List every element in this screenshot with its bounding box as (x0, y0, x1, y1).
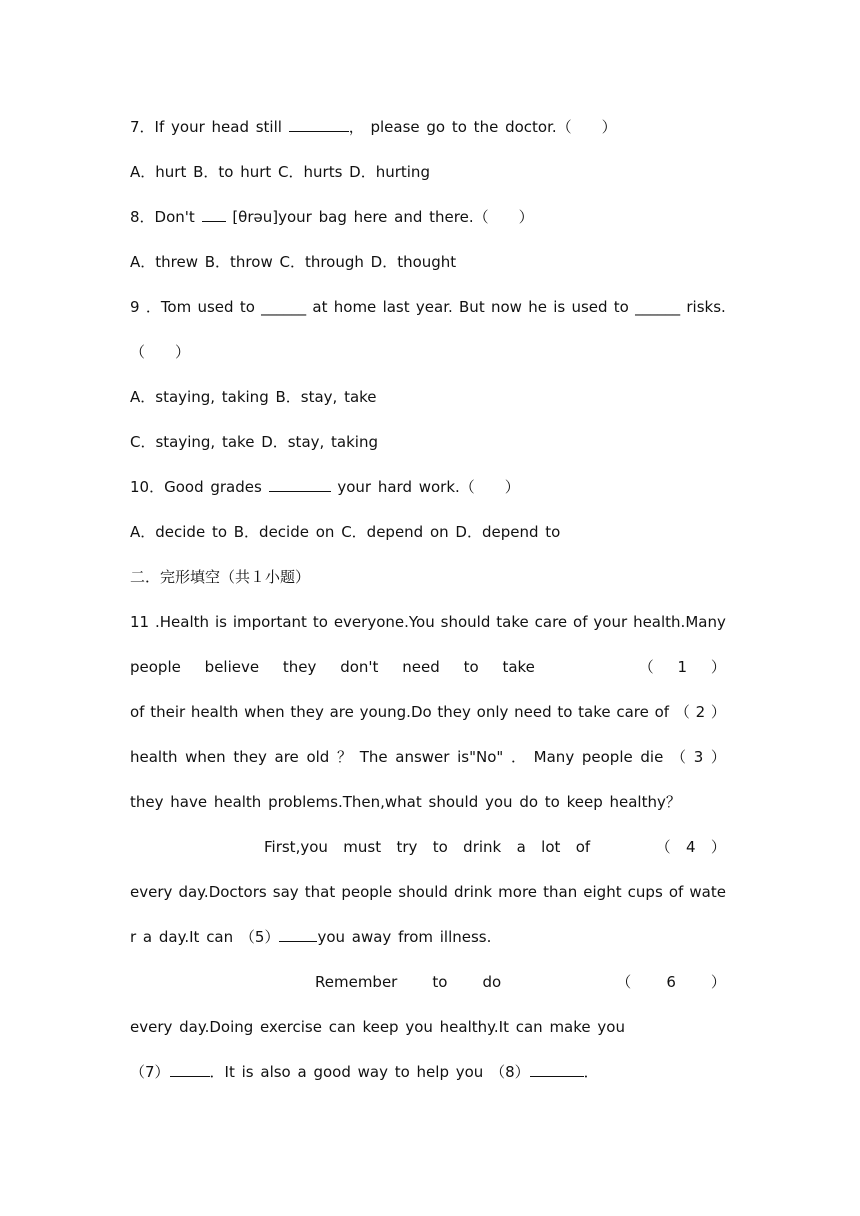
blank-bracket-close: ） (710, 973, 726, 991)
passage-word: of (668, 883, 684, 901)
question-9-options-1: A．staying, taking B．stay, take (130, 388, 377, 406)
q9-word: home (333, 298, 377, 316)
blank-number: 6 (666, 973, 676, 991)
passage-word: eight (583, 883, 622, 901)
passage-word: need (402, 658, 440, 676)
passage-word: are (274, 748, 299, 766)
passage-word: old (306, 748, 330, 766)
passage-word: believe (204, 658, 260, 676)
question-10-options: A．decide to B．decide on C．depend on D．depend to (130, 523, 561, 541)
passage-word: First,you (264, 838, 328, 856)
blank-bracket-open: （ (616, 973, 632, 991)
passage-word: need (514, 703, 552, 721)
passage-word: people (130, 658, 181, 676)
passage-line-7 (130, 882, 726, 902)
passage-word: ？ (337, 748, 353, 766)
passage-line-11-mid: ．It is also a good way to help you （8） (209, 1063, 530, 1081)
passage-word: to (557, 703, 573, 721)
passage-word: their (150, 703, 186, 721)
question-10 (130, 477, 726, 497)
question-7-text-pre: 7．If your head still (130, 118, 289, 136)
passage-line-11-pre: （7） (130, 1063, 170, 1081)
passage-word: The (359, 748, 388, 766)
passage-word: wate (689, 883, 726, 901)
question-9-line-2: （ ） (130, 343, 191, 361)
passage-line-10: every day.Doing exercise can keep you healthy.It can make you (130, 1018, 625, 1036)
passage-word: only (476, 703, 509, 721)
passage-word: .Health (155, 613, 210, 631)
blank-bracket-open: （ (655, 838, 671, 856)
passage-word: ． (510, 748, 526, 766)
blank-bracket-open: （ (674, 703, 690, 721)
passage-word: take (578, 703, 611, 721)
passage-word: is"No" (457, 748, 504, 766)
blank-number: 3 (693, 748, 704, 766)
question-8-options: A．threw B．throw C．through D．thought (130, 253, 457, 271)
passage-word: when (244, 703, 285, 721)
passage-word: young.Do (359, 703, 432, 721)
question-7-options: A．hurt B．to hurt C．hurts D．hurting (130, 163, 430, 181)
passage-word: they (282, 658, 317, 676)
passage-word: of (654, 703, 670, 721)
passage-line-5: they have health problems.Then,what should you do to keep healthy？ (130, 793, 681, 811)
passage-line-6 (264, 837, 726, 857)
passage-word: care (534, 613, 568, 631)
passage-word: take (502, 658, 535, 676)
passage-word: cups (627, 883, 663, 901)
question-10-text-post: your hard work.（ ） (330, 478, 520, 496)
q9-word: used (197, 298, 234, 316)
q9-word: to (613, 298, 629, 316)
passage-word: Many (533, 748, 575, 766)
passage-word: to (463, 658, 479, 676)
passage-blank-5 (279, 927, 317, 942)
passage-line-11 (130, 1062, 726, 1082)
passage-line-9 (315, 972, 726, 992)
passage-word: to (312, 613, 328, 631)
passage-word: they (290, 703, 324, 721)
passage-word: care (616, 703, 649, 721)
question-8 (130, 207, 726, 227)
passage-word: people (341, 883, 393, 901)
passage-word: 11 (130, 613, 150, 631)
question-9-options-2: C．staying, take D．stay, taking (130, 433, 378, 451)
q9-word: now (490, 298, 522, 316)
q9-word: risks. (686, 298, 726, 316)
passage-word: people (581, 748, 633, 766)
passage-word: everyone.You (333, 613, 435, 631)
q9-word: is (553, 298, 566, 316)
passage-word: of (575, 838, 591, 856)
passage-word: to (432, 838, 448, 856)
passage-word: lot (541, 838, 561, 856)
passage-line-8-pre: r a day.It can （5） (130, 928, 280, 946)
q9-word: to (239, 298, 255, 316)
passage-word: say (272, 883, 299, 901)
passage-line-3 (130, 702, 726, 722)
passage-word: a (516, 838, 526, 856)
question-8-text-post: [θrəu]your bag here and there.（ ） (225, 208, 534, 226)
passage-word: must (343, 838, 382, 856)
passage-word: of (573, 613, 588, 631)
question-7-blank (289, 117, 349, 132)
q9-word: he (528, 298, 547, 316)
passage-word: Remember (315, 973, 398, 991)
passage-word: try (396, 838, 418, 856)
passage-word: to (432, 973, 448, 991)
blank-bracket-close: ） (710, 658, 726, 676)
question-10-blank (269, 477, 331, 492)
passage-word: do (482, 973, 502, 991)
question-8-blank (202, 207, 226, 222)
passage-word: is (214, 613, 227, 631)
passage-line-11-post: ． (583, 1063, 599, 1081)
q9-word: 9 (130, 298, 140, 316)
passage-word: are (329, 703, 354, 721)
passage-line-1 (130, 612, 726, 632)
passage-word: should (398, 883, 448, 901)
question-8-text-pre: 8．Don't (130, 208, 202, 226)
passage-word: answer (395, 748, 450, 766)
q9-word: used (571, 298, 608, 316)
question-7-text-post: ， please go to the doctor.（ ） (348, 118, 617, 136)
passage-word: they (437, 703, 471, 721)
q9-word: ．Tom (145, 298, 192, 316)
question-10-text-pre: 10．Good grades (130, 478, 269, 496)
passage-word: health (130, 748, 178, 766)
q9-word: last (382, 298, 410, 316)
passage-word: don't (340, 658, 379, 676)
section-heading: 二．完形填空（共１小题） (130, 568, 311, 586)
passage-blank-7 (170, 1062, 210, 1077)
q9-blank: ______ (635, 298, 681, 316)
passage-word: die (640, 748, 664, 766)
question-9-line-1 (130, 297, 726, 317)
passage-word: they (233, 748, 267, 766)
passage-word: important (232, 613, 307, 631)
passage-line-8 (130, 927, 726, 947)
q9-word: year. (415, 298, 453, 316)
passage-word: health (190, 703, 239, 721)
q9-word: But (459, 298, 485, 316)
passage-word: day.Doctors (178, 883, 267, 901)
passage-word: take (496, 613, 529, 631)
question-7 (130, 117, 726, 137)
blank-number: 1 (677, 658, 688, 676)
passage-word: drink (454, 883, 493, 901)
passage-word: your (593, 613, 628, 631)
passage-line-2 (130, 657, 726, 677)
passage-line-4 (130, 747, 726, 767)
passage-line-8-post: you away from illness. (317, 928, 492, 946)
blank-bracket-close: ） (710, 703, 726, 721)
passage-word: than (543, 883, 578, 901)
q9-blank: ______ (261, 298, 307, 316)
blank-bracket-open: （ (638, 658, 654, 676)
passage-word: drink (463, 838, 502, 856)
passage-word: should (440, 613, 491, 631)
passage-word: health.Many (633, 613, 726, 631)
passage-word: every (130, 883, 173, 901)
blank-bracket-close: ） (710, 838, 726, 856)
passage-word: that (304, 883, 336, 901)
passage-word: more (498, 883, 538, 901)
blank-number: 2 (695, 703, 706, 721)
blank-number: 4 (685, 838, 696, 856)
passage-word: of (130, 703, 145, 721)
passage-word: when (185, 748, 226, 766)
passage-blank-8 (530, 1062, 584, 1077)
q9-word: at (312, 298, 328, 316)
blank-bracket-close: ） (710, 748, 726, 766)
blank-bracket-open: （ (671, 748, 687, 766)
